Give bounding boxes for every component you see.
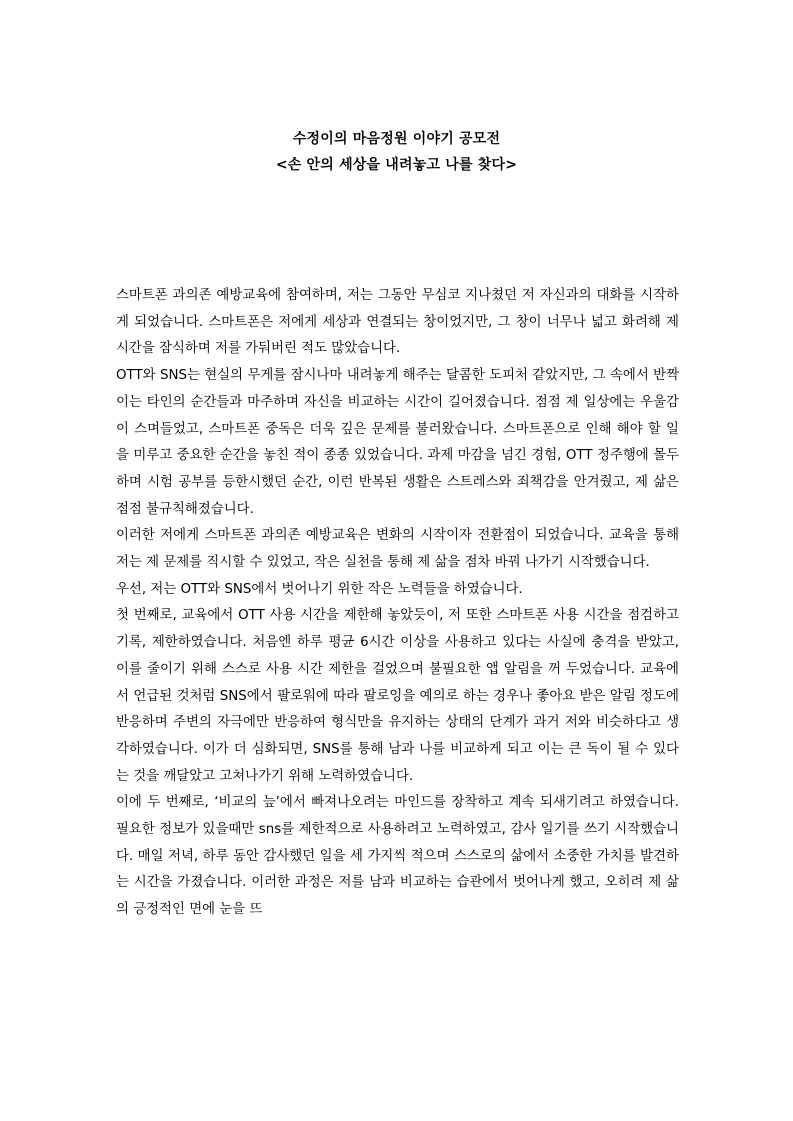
- document-subtitle: <손 안의 세상을 내려놓고 나를 찾다>: [275, 157, 518, 173]
- paragraph: 이에 두 번째로, ‘비교의 늪’에서 빠져나오려는 마인드를 장착하고 계속 되새기려고 하였습니다. 필요한 정보가 있을때만 sns를 제한적으로 사용하려고 노력하였고, 감사 일기를 쓰기 시작했습니다. 매일 저녁, 하루 동안 감사했던 일을 세 가지씩 적으며 스스로의 삶에서 소중한 가치를 발견하는 시간을 가졌습니다. 이러한 과정은 저를 남과 비교하는 습관에서 벗어나게 했고, 오히려 제 삶의 긍정적인 면에 눈을 뜨: [116, 795, 679, 918]
- body-text: [116, 283, 679, 924]
- document-title: 수정이의 마음정원 이야기 공모전: [292, 131, 501, 147]
- paragraph: 스마트폰 과의존 예방교육에 참여하며, 저는 그동안 무심코 지나쳤던 저 자신과의 대화를 시작하게 되었습니다. 스마트폰은 저에게 세상과 연결되는 창이었지만, 그 창이 너무나 넓고 화려해 제 시간을 잠식하며 저를 가둬버린 적도 많았습니다.: [116, 288, 679, 357]
- paragraph: OTT와 SNS는 현실의 무게를 잠시나마 내려놓게 해주는 달콤한 도피처 같았지만, 그 속에서 반짝이는 타인의 순간들과 마주하며 자신을 비교하는 시간이 길어졌습니다. 점점 제 일상에는 우울감이 스며들었고, 스마트폰 중독은 더욱 깊은 문제를 불러왔습니다. 스마트폰으로 인해 해야 할 일을 미루고 중요한 순간을 놓친 적이 종종 있었습니다. 과제 마감을 넘긴 경험, OTT 정주행에 몰두하며 시험 공부를 등한시했던 순간, 이런 반복된 생활은 스트레스와 죄책감을 안겨줬고, 제 삶은 점점 불규칙해졌습니다.: [116, 368, 679, 517]
- title-block: [0, 126, 793, 178]
- paragraph: 이러한 저에게 스마트폰 과의존 예방교육은 변화의 시작이자 전환점이 되었습니다. 교육을 통해 저는 제 문제를 직시할 수 있었고, 작은 실천을 통해 제 삶을 점차 바꿔 나가기 시작했습니다.: [116, 528, 679, 571]
- paragraph: 첫 번째로, 교육에서 OTT 사용 시간을 제한해 놓았듯이, 저 또한 스마트폰 사용 시간을 점검하고 기록, 제한하였습니다. 처음엔 하루 평균 6시간 이상을 사용하고 있다는 사실에 충격을 받았고, 이를 줄이기 위해 스스로 사용 시간 제한을 걸었으며 불필요한 앱 알림을 꺼 두었습니다. 교육에서 언급된 것처럼 SNS에서 팔로워에 따라 팔로잉을 예의로 하는 경우나 좋아요 받은 알림 정도에 반응하며 주변의 자극에만 반응하여 형식만을 유지하는 상태의 단계가 과거 저와 비슷하다고 생각하였습니다. 이가 더 심화되면, SNS를 통해 남과 나를 비교하게 되고 이는 큰 독이 될 수 있다는 것을 깨달았고 고쳐나가기 위해 노력하였습니다.: [116, 608, 679, 784]
- paragraph: 우선, 저는 OTT와 SNS에서 벗어나기 위한 작은 노력들을 하였습니다.: [116, 581, 523, 597]
